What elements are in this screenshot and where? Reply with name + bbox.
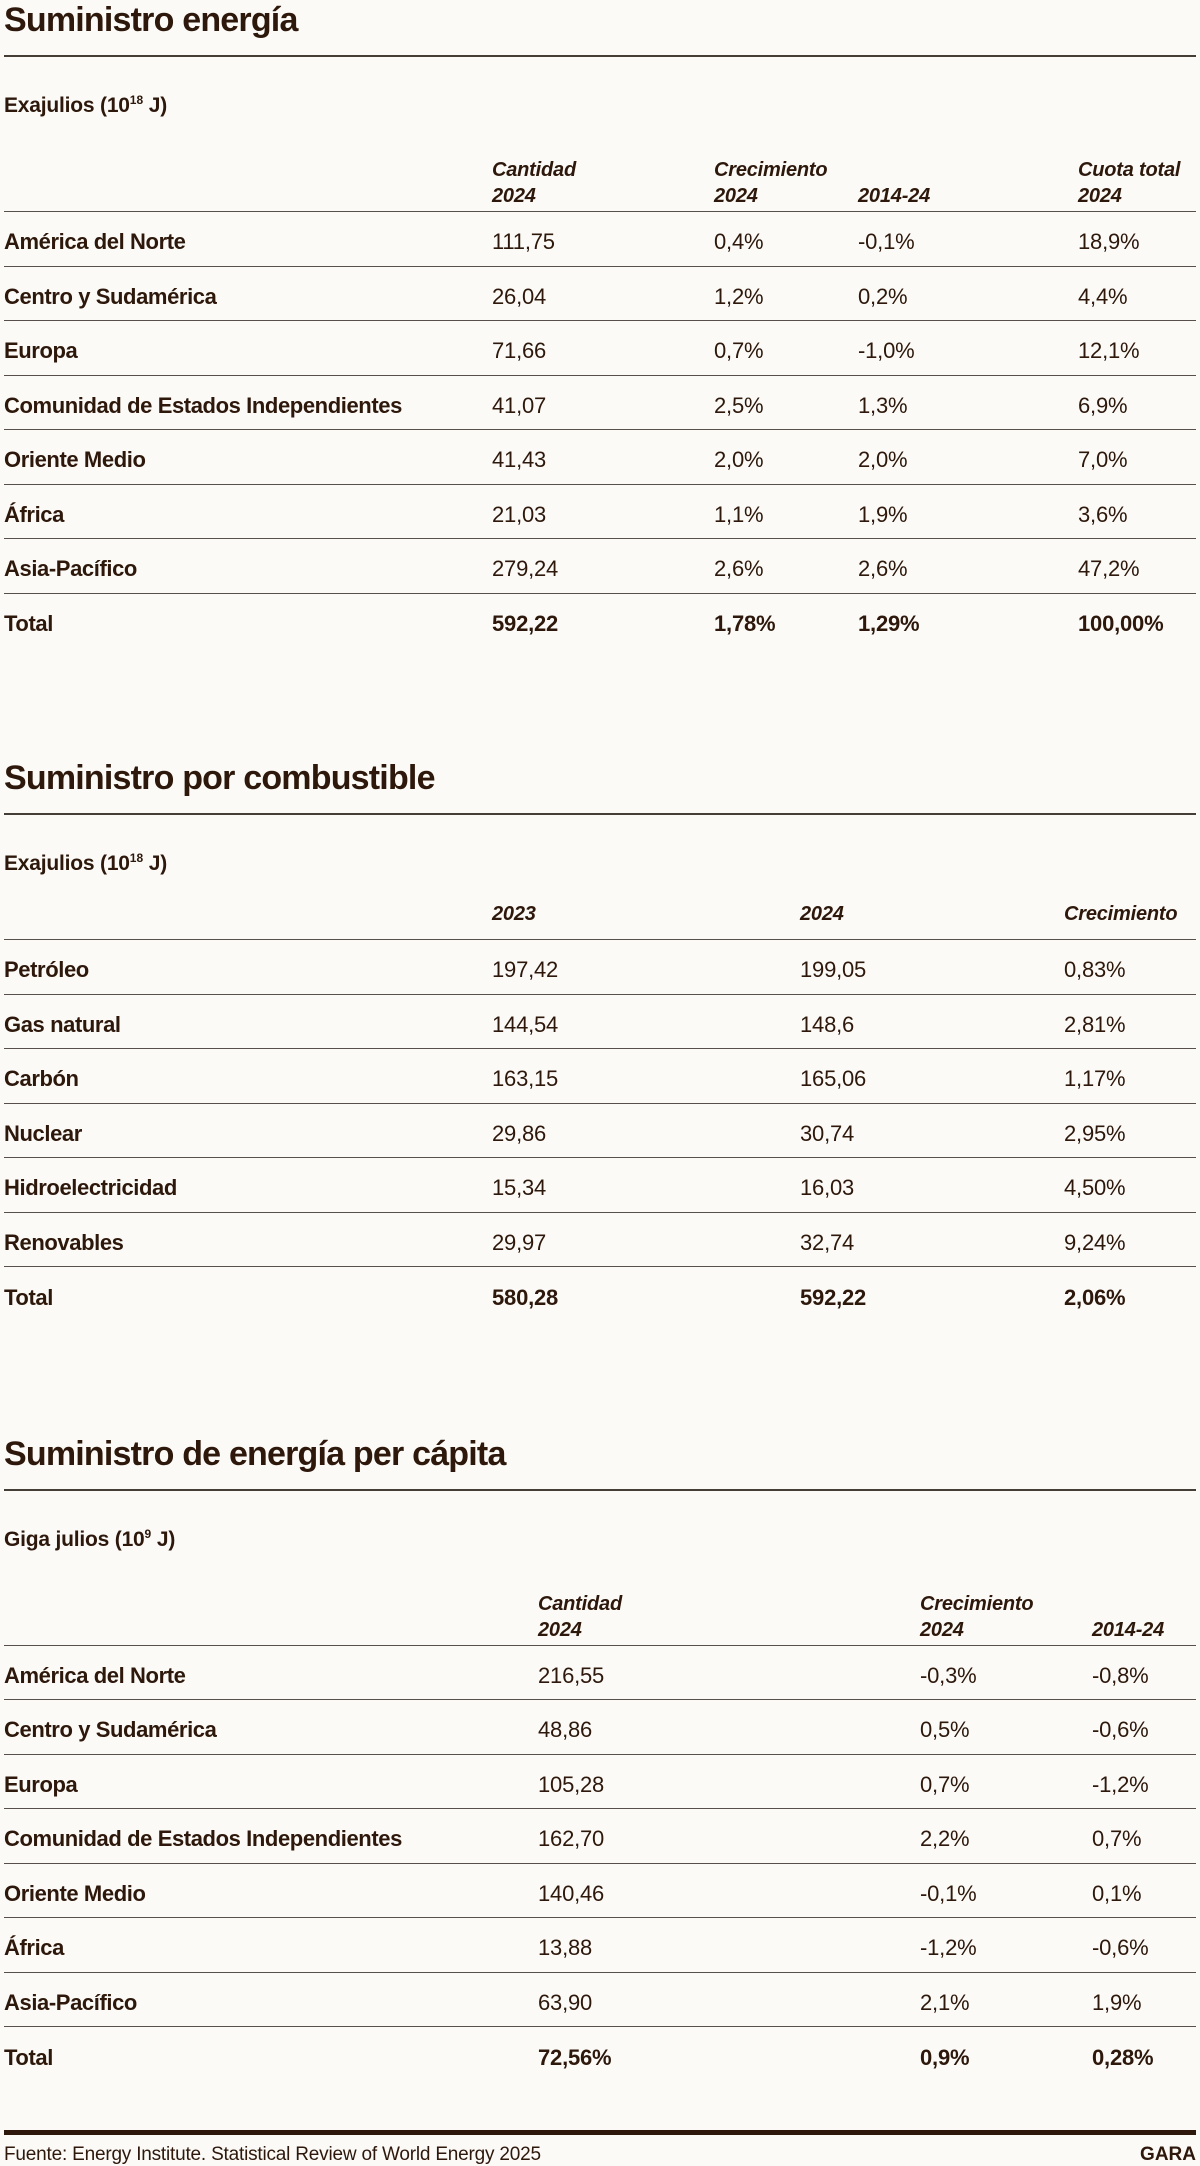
table-row: [4, 995, 1196, 1050]
cell-value: 2,2%: [920, 1826, 970, 1852]
cell-value: 0,28%: [1092, 2044, 1154, 2070]
cell-value: 48,86: [538, 1717, 593, 1743]
cell-value: 199,05: [800, 957, 867, 983]
cell-value: -0,6%: [1092, 1935, 1149, 1961]
cell-value: 3,6%: [1078, 501, 1128, 527]
cell-value: 592,22: [492, 611, 559, 637]
row-label: África: [4, 501, 64, 527]
table-row: [4, 485, 1196, 540]
unit-label: [4, 845, 1196, 877]
column-header-line2: 2024: [538, 1618, 582, 1641]
cell-value: -0,3%: [920, 1662, 977, 1688]
unit-text-tail: J): [143, 852, 168, 875]
table-row: [4, 1755, 1196, 1810]
cell-value: 32,74: [800, 1229, 855, 1255]
column-header-line1: Cuota total: [1078, 159, 1181, 181]
column-header: [1092, 1617, 1196, 1643]
unit-label: [4, 87, 1196, 119]
column-header-line1: Crecimiento: [920, 1592, 1034, 1615]
column-header: [492, 157, 714, 209]
section-per-capita-supply: [4, 1434, 1196, 2082]
section-title: Suministro de energía per cápita: [4, 1434, 1196, 1491]
cell-value: 16,03: [800, 1175, 855, 1201]
table-row: [4, 1104, 1196, 1159]
table-row: [4, 1973, 1196, 2028]
cell-value: 1,17%: [1064, 1066, 1126, 1092]
row-label: África: [4, 1935, 64, 1961]
brand-logo: GARA: [1140, 2143, 1196, 2165]
column-header-line2: 2024: [492, 185, 536, 207]
row-label: Asia-Pacífico: [4, 1989, 137, 2015]
column-header: [714, 157, 858, 209]
unit-superscript: 9: [144, 1526, 152, 1541]
cell-value: 6,9%: [1078, 392, 1128, 418]
column-header: [920, 1591, 1092, 1643]
cell-value: 21,03: [492, 501, 547, 527]
row-label: Europa: [4, 1771, 78, 1797]
row-label: Renovables: [4, 1229, 124, 1255]
table-body: [4, 1646, 1196, 2082]
cell-value: -1,0%: [858, 338, 915, 364]
table-row: [4, 1700, 1196, 1755]
column-header-line2: 2023: [492, 903, 536, 925]
cell-value: 2,06%: [1064, 1284, 1126, 1310]
cell-value: 0,5%: [920, 1717, 970, 1743]
unit-text-tail: J): [151, 1527, 176, 1551]
cell-value: 105,28: [538, 1771, 605, 1797]
table-total-row: [4, 2027, 1196, 2082]
table-body: [4, 940, 1196, 1322]
cell-value: 29,97: [492, 1229, 547, 1255]
cell-value: 580,28: [492, 1284, 559, 1310]
cell-value: -0,1%: [858, 229, 915, 255]
cell-value: 41,07: [492, 392, 547, 418]
unit-label: [4, 1521, 1196, 1553]
cell-value: 1,9%: [1092, 1989, 1142, 2015]
cell-value: 2,6%: [714, 556, 764, 582]
cell-value: -0,1%: [920, 1880, 977, 1906]
cell-value: 2,0%: [858, 447, 908, 473]
cell-value: 1,2%: [714, 283, 764, 309]
cell-value: 2,0%: [714, 447, 764, 473]
row-label: Centro y Sudamérica: [4, 283, 217, 309]
table-body: [4, 212, 1196, 648]
cell-value: 7,0%: [1078, 447, 1128, 473]
table-row: [4, 1213, 1196, 1268]
table-row: [4, 1158, 1196, 1213]
table-row: [4, 1864, 1196, 1919]
cell-value: -1,2%: [1092, 1771, 1149, 1797]
unit-text-tail: J): [143, 94, 168, 117]
cell-value: 0,4%: [714, 229, 764, 255]
cell-value: 165,06: [800, 1066, 867, 1092]
row-label: Comunidad de Estados Independientes: [4, 1826, 402, 1852]
cell-value: 279,24: [492, 556, 559, 582]
footer-rule: [4, 2130, 1196, 2135]
column-header-line2: 2024: [714, 185, 758, 207]
cell-value: 1,3%: [858, 392, 908, 418]
cell-value: 2,5%: [714, 392, 764, 418]
row-label: Nuclear: [4, 1120, 82, 1146]
cell-value: 197,42: [492, 957, 559, 983]
cell-value: 26,04: [492, 283, 547, 309]
cell-value: 9,24%: [1064, 1229, 1126, 1255]
row-label: Carbón: [4, 1066, 79, 1092]
cell-value: 72,56%: [538, 2044, 612, 2070]
row-label: Centro y Sudamérica: [4, 1717, 217, 1743]
column-header: [538, 1591, 920, 1643]
cell-value: 1,1%: [714, 501, 764, 527]
cell-value: 2,95%: [1064, 1120, 1126, 1146]
table-row: [4, 430, 1196, 485]
cell-value: 29,86: [492, 1120, 547, 1146]
unit-superscript: 18: [129, 93, 144, 107]
cell-value: 47,2%: [1078, 556, 1140, 582]
cell-value: 144,54: [492, 1011, 559, 1037]
table-row: [4, 321, 1196, 376]
cell-value: 1,29%: [858, 611, 920, 637]
column-header: [858, 183, 1078, 209]
cell-value: 15,34: [492, 1175, 547, 1201]
cell-value: 140,46: [538, 1880, 605, 1906]
table-row: [4, 539, 1196, 594]
cell-value: 0,7%: [920, 1771, 970, 1797]
row-label: Total: [4, 2044, 53, 2070]
column-header-line1: Cantidad: [538, 1592, 622, 1615]
row-label: Petróleo: [4, 957, 89, 983]
column-header-line2: 2024: [920, 1618, 964, 1641]
column-header-line1: Crecimiento: [714, 159, 828, 181]
table-total-row: [4, 594, 1196, 649]
table-header-row: [4, 157, 1196, 212]
column-header: [800, 901, 1064, 927]
page-title: Suministro energía: [4, 0, 1196, 57]
table-total-row: [4, 1267, 1196, 1322]
cell-value: 163,15: [492, 1066, 559, 1092]
cell-value: 4,50%: [1064, 1175, 1126, 1201]
cell-value: 111,75: [492, 229, 555, 255]
column-header: [492, 901, 800, 927]
table-row: [4, 940, 1196, 995]
column-header: [1064, 901, 1196, 927]
cell-value: -0,6%: [1092, 1717, 1149, 1743]
column-header-line2: 2014-24: [1092, 1618, 1164, 1641]
table-row: [4, 267, 1196, 322]
cell-value: 0,2%: [858, 283, 908, 309]
cell-value: 18,9%: [1078, 229, 1140, 255]
row-label: Oriente Medio: [4, 1880, 146, 1906]
cell-value: 148,6: [800, 1011, 855, 1037]
cell-value: 63,90: [538, 1989, 593, 2015]
row-label: Total: [4, 1284, 53, 1310]
table-row: [4, 1049, 1196, 1104]
column-header-line2: 2024: [1078, 185, 1122, 207]
cell-value: 71,66: [492, 338, 547, 364]
section-title: Suministro por combustible: [4, 758, 1196, 815]
table-row: [4, 212, 1196, 267]
source-credit: Fuente: Energy Institute. Statistical Review of World Energy 2025: [4, 2143, 541, 2165]
unit-text: Giga julios (10: [4, 1527, 145, 1551]
cell-value: 1,9%: [858, 501, 908, 527]
unit-text: Exajulios (10: [4, 94, 130, 117]
row-label: Total: [4, 611, 53, 637]
row-label: América del Norte: [4, 1662, 186, 1688]
row-label: Oriente Medio: [4, 447, 146, 473]
cell-value: -0,8%: [1092, 1662, 1149, 1688]
cell-value: 12,1%: [1078, 338, 1140, 364]
row-label: Europa: [4, 338, 78, 364]
cell-value: 0,9%: [920, 2044, 970, 2070]
table-header-row: [4, 901, 1196, 940]
cell-value: 2,1%: [920, 1989, 970, 2015]
row-label: Hidroelectricidad: [4, 1175, 177, 1201]
cell-value: 162,70: [538, 1826, 605, 1852]
unit-superscript: 18: [129, 851, 144, 865]
column-header: [1078, 157, 1196, 209]
column-header-line2: Crecimiento: [1064, 903, 1178, 925]
table-row: [4, 376, 1196, 431]
cell-value: 100,00%: [1078, 611, 1164, 637]
cell-value: 30,74: [800, 1120, 855, 1146]
table-row: [4, 1918, 1196, 1973]
section-supply-by-fuel: [4, 758, 1196, 1322]
column-header-line2: 2014-24: [858, 185, 930, 207]
row-label: Gas natural: [4, 1011, 121, 1037]
column-header-line1: Cantidad: [492, 159, 576, 181]
cell-value: 41,43: [492, 447, 547, 473]
section-energy-supply: [4, 0, 1196, 648]
cell-value: 4,4%: [1078, 283, 1128, 309]
table-row: [4, 1646, 1196, 1701]
table-row: [4, 1809, 1196, 1864]
row-label: Asia-Pacífico: [4, 556, 137, 582]
cell-value: 592,22: [800, 1284, 867, 1310]
cell-value: 0,1%: [1092, 1880, 1142, 1906]
cell-value: 1,78%: [714, 611, 776, 637]
row-label: América del Norte: [4, 229, 186, 255]
column-header-line2: 2024: [800, 903, 844, 925]
cell-value: -1,2%: [920, 1935, 977, 1961]
cell-value: 2,6%: [858, 556, 908, 582]
cell-value: 13,88: [538, 1935, 593, 1961]
cell-value: 0,83%: [1064, 957, 1126, 983]
cell-value: 0,7%: [1092, 1826, 1142, 1852]
cell-value: 2,81%: [1064, 1011, 1126, 1037]
unit-text: Exajulios (10: [4, 852, 130, 875]
table-header-row: [4, 1591, 1196, 1646]
cell-value: 0,7%: [714, 338, 764, 364]
cell-value: 216,55: [538, 1662, 605, 1688]
row-label: Comunidad de Estados Independientes: [4, 392, 402, 418]
